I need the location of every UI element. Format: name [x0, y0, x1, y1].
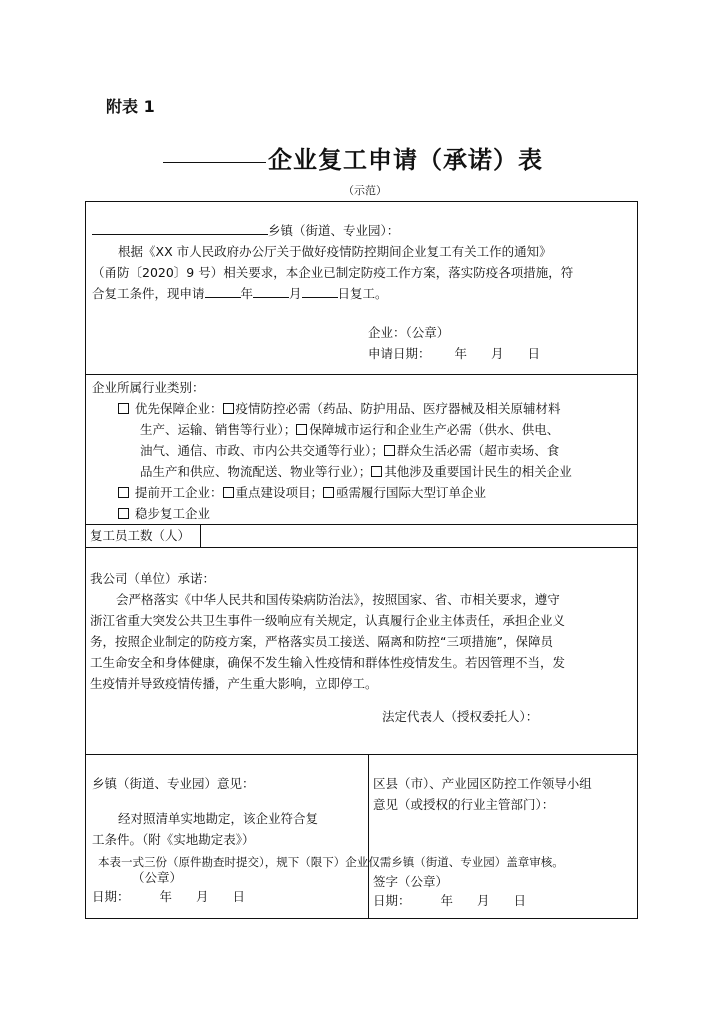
application-body-line: 合复工条件，现申请 年 月 日复工。 — [92, 286, 388, 301]
month-blank[interactable] — [253, 285, 289, 298]
application-body-line: 根据《XX 市人民政府办公厅关于做好疫情防控期间企业复工有关工作的通知》 — [118, 244, 552, 259]
pledge-section — [86, 548, 638, 755]
company-seal-line: 企业：（公章） — [368, 325, 450, 340]
apply-date-line: 申请日期： 年 月 日 — [368, 346, 541, 361]
industry-option-priority: 优先保障企业： 疫情防控必需（药品、防护用品、医疗器械及相关原辅材料 — [92, 398, 637, 419]
form-subtitle: （示范） — [343, 184, 387, 197]
industry-label: 企业所属行业类别： — [92, 380, 205, 395]
pledge-line: 会严格落实《中华人民共和国传染病防治法》，按照国家、省、市相关要求，遵守 — [116, 592, 560, 607]
other-livelihood-checkbox[interactable] — [371, 466, 382, 477]
district-opinion-cell — [369, 755, 638, 919]
pledge-line: 浙江省重大突发公共卫生事件一级响应有关规定，认真履行企业主体责任，承担企业义 — [90, 613, 566, 628]
epidemic-checkbox[interactable] — [223, 403, 234, 414]
industry-option-early: 提前开工企业： 重点建设项目； 亟需履行国际大型订单企业 — [92, 482, 637, 503]
workers-input[interactable] — [201, 525, 637, 547]
industry-option-text: 生产、运输、销售等行业）； 保障城市运行和企业生产必需（供水、供电、 — [140, 422, 560, 437]
township-seal: （公章） — [132, 870, 183, 885]
intl-order-checkbox[interactable] — [323, 487, 334, 498]
district-sign: 签字（公章） — [373, 874, 449, 889]
workers-label: 复工员工数（人） — [86, 525, 201, 547]
workers-row — [86, 525, 638, 548]
industry-option-text: 油气、通信、市政、市内公共交通等行业）； 群众生活必需（超市卖场、食 — [140, 443, 560, 458]
form-title: 企业复工申请（承诺）表 — [268, 146, 543, 174]
district-opinion-label: 意见（或授权的行业主管部门）： — [373, 797, 555, 812]
priority-checkbox[interactable] — [118, 403, 129, 414]
year-blank[interactable] — [205, 285, 241, 298]
township-date-line: 日期： 年 月 日 — [92, 889, 246, 904]
pledge-label: 我公司（单位）承诺： — [90, 571, 216, 586]
industry-section — [86, 375, 638, 525]
pledge-line: 生疫情并导致疫情传播，产生重大影响，立即停工。 — [90, 676, 378, 691]
township-blank[interactable] — [92, 222, 268, 235]
application-section — [86, 202, 638, 375]
township-opinion-text: 经对照清单实地勘定，该企业符合复 — [118, 811, 319, 826]
attachment-label: 附表 1 — [106, 97, 155, 116]
city-operation-checkbox[interactable] — [296, 424, 307, 435]
application-form-table — [85, 201, 638, 919]
district-date-line: 日期： 年 月 日 — [373, 893, 527, 908]
footnote: 本表一式三份（原件勘查时提交），规下（限下）企业仅需乡镇（街道、专业园）盖章审核。 — [98, 855, 564, 869]
district-opinion-label: 区县（市）、产业园区防控工作领导小组 — [373, 776, 592, 791]
industry-option-text: 品生产和供应、物流配送、物业等行业）； 其他涉及重要国计民生的相关企业 — [140, 464, 572, 479]
title-blank-line — [163, 162, 266, 163]
industry-option-steady: 稳步复工企业 — [92, 503, 637, 524]
key-project-checkbox[interactable] — [223, 487, 234, 498]
addressee-line: 乡镇（街道、专业园）： — [92, 220, 637, 241]
pledge-line: 工生命安全和身体健康，确保不发生输入性疫情和群体性疫情发生。若因管理不当，发 — [90, 655, 566, 670]
township-opinion-cell — [86, 755, 369, 919]
application-body-line: （甬防〔2020〕9 号）相关要求，本企业已制定防疫工作方案，落实防疫各项措施，符 — [92, 265, 574, 280]
township-opinion-label: 乡镇（街道、专业园）意见： — [92, 776, 255, 791]
public-life-checkbox[interactable] — [384, 445, 395, 456]
township-opinion-text: 工条件。（附《实地勘定表》） — [92, 832, 255, 847]
pledge-line: 务，按照企业制定的防疫方案，严格落实员工接送、隔离和防控“三项措施”，保障员 — [90, 634, 553, 649]
early-start-checkbox[interactable] — [118, 487, 129, 498]
steady-resume-checkbox[interactable] — [118, 508, 129, 519]
day-blank[interactable] — [302, 285, 338, 298]
legal-representative-line: 法定代表人（授权委托人）： — [382, 709, 539, 724]
